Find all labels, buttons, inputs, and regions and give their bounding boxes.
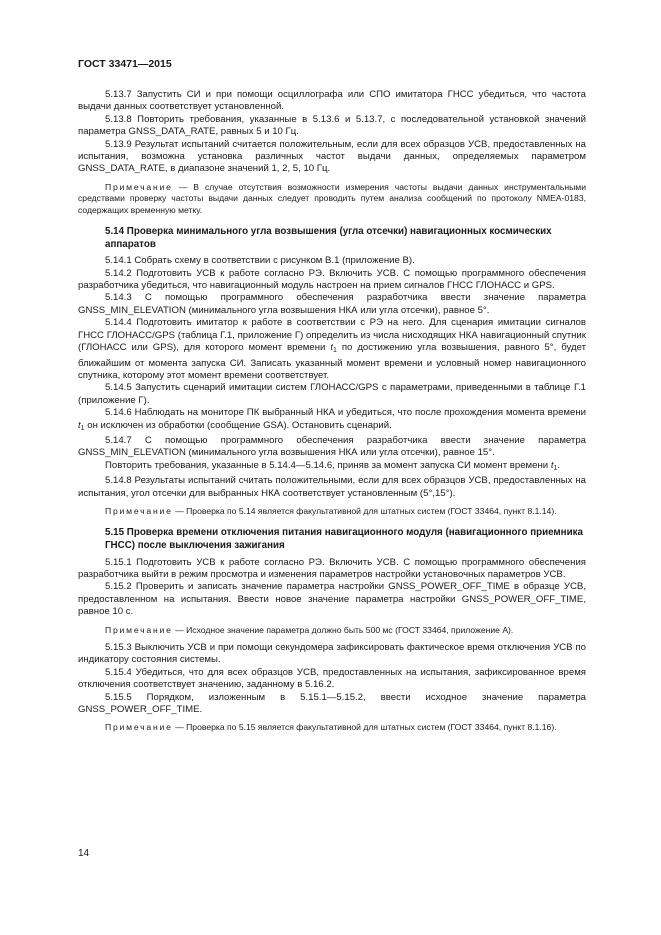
time-subscript: 1 [80, 424, 85, 432]
paragraph-5-15-5: 5.15.5 Порядком, изложенным в 5.15.1—5.15.2, ввести исходное значение параметра GNSS_POWER_OFF_TIME. [78, 691, 586, 716]
page-number: 14 [78, 848, 90, 859]
paragraph-5-14-3: 5.14.3 С помощью программного обеспечения разработчика ввести значение параметра GNSS_MIN_ELEVATION (минимального угла возвышения НКА или угла отсечки), равное 5°. [78, 292, 586, 316]
note-label: Примечание [105, 181, 173, 192]
time-variable: t [550, 459, 554, 471]
paragraph-5-15-1: 5.15.1 Подготовить УСВ к работе согласно РЭ. Включить УСВ. С помощью программного обеспечения разработчика выйти в режим просмотра и изменения параметров настройки установочных параметров УСВ. [78, 556, 586, 580]
text-fragment: он исключен из обработки (сообщение GSA). Остановить сценарий. [84, 419, 392, 431]
paragraph-5-15-3: 5.15.3 Выключить УСВ и при помощи секундомера зафиксировать фактическое время отключения УСВ по индикатору состояния системы. [78, 642, 586, 666]
note-text: — Проверка по 5.14 является факультативной для штатных систем (ГОСТ 33464, пункт 8.1.14). [172, 505, 557, 516]
paragraph-5-14-1: 5.14.1 Собрать схему в соответствии с рисунком В.1 (приложение В). [105, 255, 415, 267]
paragraph-5-15-4: 5.15.4 Убедиться, что для всех образцов УСВ, предоставленных на испытания, зафиксированное время отключения соответствует значению, заданному в 5.16.2. [78, 666, 586, 691]
paragraph-5-13-8: 5.13.8 Повторить требования, указанные в 5.13.6 и 5.13.7, с последовательной установкой значений параметра GNSS_DATA_RATE, равных 5 и 10 Гц. [78, 113, 586, 138]
document-header: ГОСТ 33471—2015 [78, 58, 172, 70]
note-label: Примечание [105, 505, 173, 516]
time-variable: t [78, 419, 81, 431]
note-5-15 [78, 722, 586, 733]
section-heading-5-15: 5.15 Проверка времени отключения питания навигационного модуля (навигационного приемника ГНСС) после выключения зажигания [105, 527, 583, 551]
paragraph-5-14-8: 5.14.8 Результаты испытаний считать положительными, если для всех образцов УСВ, предоставленных на испытания, угол отсечки для выбранных НКА соответствует установленным (5°,15°). [78, 475, 586, 499]
text-fragment: 5.14.6 Наблюдать на мониторе ПК выбранный НКА и убедиться, что после прохождения момента времени [105, 407, 586, 419]
paragraph-5-14-2: 5.14.2 Подготовить УСВ к работе согласно РЭ. Включить УСВ. С помощью программного обеспечения разработчика убедиться, что навигационный модуль настроен на прием сигналов ГНСС ГЛОНАСС и GPS. [78, 267, 586, 292]
time-variable: t [330, 342, 333, 354]
note-text: — В случае отсутствия возможности измерения частоты выдачи данных инструментальными средствами проверку частоты выдачи данных следует проводить путем анализа сообщений по протоколу NMEA-0183, содержащих временную метку. [78, 181, 586, 215]
note-label: Примечание [105, 722, 173, 733]
paragraph-5-14-5: 5.14.5 Запустить сценарий имитации систем ГЛОНАСС/GPS с параметрами, приведенными в таблице Г.1 (приложение Г). [78, 382, 586, 406]
paragraph-5-15-2: 5.15.2 Проверить и записать значение параметра настройки GNSS_POWER_OFF_TIME в образце УСВ, предоставленном на испытания. Ввести новое значение параметра настройки GNSS_POWER_OFF_TIME, равное 10 с. [78, 581, 586, 618]
paragraph-5-13-9: 5.13.9 Результат испытаний считается положительным, если для всех образцов УСВ, предоставленных на испытания, возможна установка различных частот выдачи данных, определяемых параметром GNSS_DATA_RATE, в диапазоне значений 1, 2, 5, 10 Гц. [78, 138, 586, 175]
note-label: Примечание [105, 624, 173, 635]
note-5-14 [78, 506, 586, 517]
note-text: — Исходное значение параметра должно быть 500 мс (ГОСТ 33464, приложение А). [172, 624, 514, 635]
paragraph-5-14-4 [78, 317, 586, 382]
text-fragment: 5.14.4 Подготовить имитатор к работе в соответствии с РЭ на него. Для сценария имитации сигналов ГНСС ГЛОНАСС/GPS (таблица Г.1, приложение Г) определить из числа нисходящих НКА навигационный спутник (ГЛОНАСС или GPS), для которого момент времени [78, 317, 586, 354]
paragraph-5-14-7: 5.14.7 С помощью программного обеспечения разработчика ввести значение параметра GNSS_MIN_ELEVATION (минимального угла возвышения НКА или угла отсечки), равное 15°. [78, 434, 586, 459]
text-fragment: по достижению угла возвышения, равного 5°, будет ближайшим от момента запуска СИ. Записать указанный момент времени и условный номер навигационного спутника, которому этот момент времени соответствует. [78, 342, 586, 381]
note-5-13 [78, 182, 586, 216]
time-subscript: 1 [553, 464, 558, 472]
paragraph-5-14-6 [78, 407, 586, 435]
text-fragment: . [557, 459, 561, 471]
document-page [78, 58, 586, 740]
text-fragment: Повторить требования, указанные в 5.14.4—5.14.6, приняв за момент запуска СИ момент времени [105, 459, 551, 471]
note-text: — Проверка по 5.15 является факультативной для штатных систем (ГОСТ 33464, пункт 8.1.16). [172, 722, 557, 733]
note-5-15-2 [78, 625, 586, 636]
section-heading-5-14: 5.14 Проверка минимального угла возвышения (угла отсечки) навигационных космических аппаратов [105, 226, 552, 250]
paragraph-5-14-7-repeat [78, 460, 586, 475]
paragraph-5-13-7: 5.13.7 Запустить СИ и при помощи осциллографа или СПО имитатора ГНСС убедиться, что частота выдачи данных соответствует установленной. [78, 89, 586, 113]
time-subscript: 1 [333, 347, 337, 355]
